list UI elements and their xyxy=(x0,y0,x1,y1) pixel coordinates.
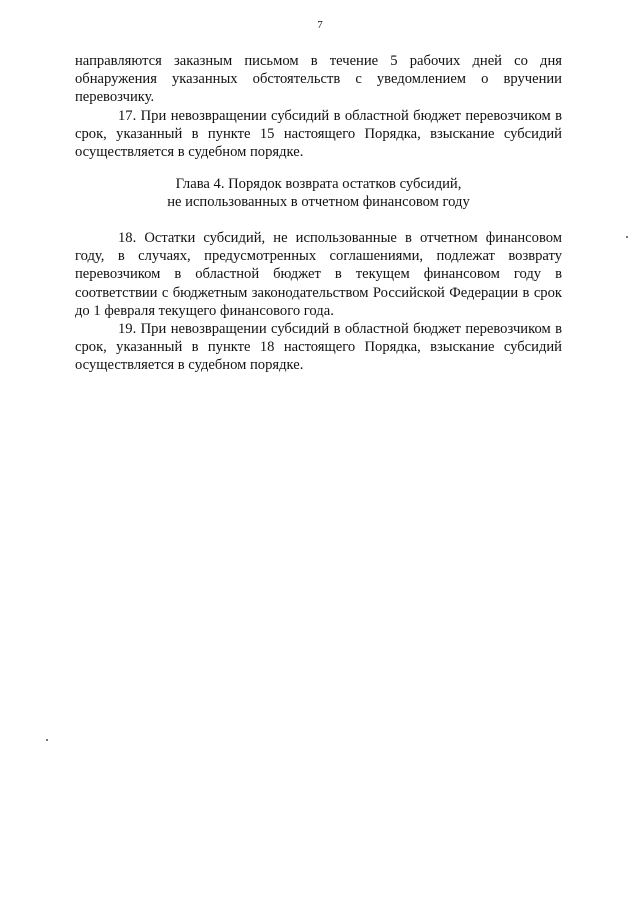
scan-speck-left xyxy=(46,739,48,741)
chapter-heading xyxy=(75,175,562,211)
paragraph-item-19: 19. При невозвращении субсидий в областной бюджет перевозчиком в срок, указанный в пункте 18 настоящего Порядка, взыскание субсидий осуществляется в судебном порядке. xyxy=(75,321,562,374)
page-number: 7 xyxy=(317,19,323,31)
chapter-heading-line-1: Глава 4. Порядок возврата остатков субсидий, xyxy=(175,176,462,192)
paragraph-continuation: направляются заказным письмом в течение 5 рабочих дней со дня обнаружения указанных обстоятельств с уведомлением о вручении перевозчику. xyxy=(75,53,562,106)
paragraph-item-18: 18. Остатки субсидий, не использованные в отчетном финансовом году, в случаях, предусмотренных соглашениями, подлежат возврату перевозчиком в областной бюджет в текущем финансовом году в соответствии с бюджетным законодательством Российской Федерации в срок до 1 февраля текущего финансового года. xyxy=(75,230,562,319)
text-block-top xyxy=(75,52,562,161)
paragraph-item-17: 17. При невозвращении субсидий в областной бюджет перевозчиком в срок, указанный в пункте 15 настоящего Порядка, взыскание субсидий осуществляется в судебном порядке. xyxy=(75,107,562,161)
chapter-heading-line-2: не использованных в отчетном финансовом году xyxy=(167,194,470,211)
text-block-bottom xyxy=(75,229,562,375)
scan-speck-right xyxy=(626,236,628,238)
